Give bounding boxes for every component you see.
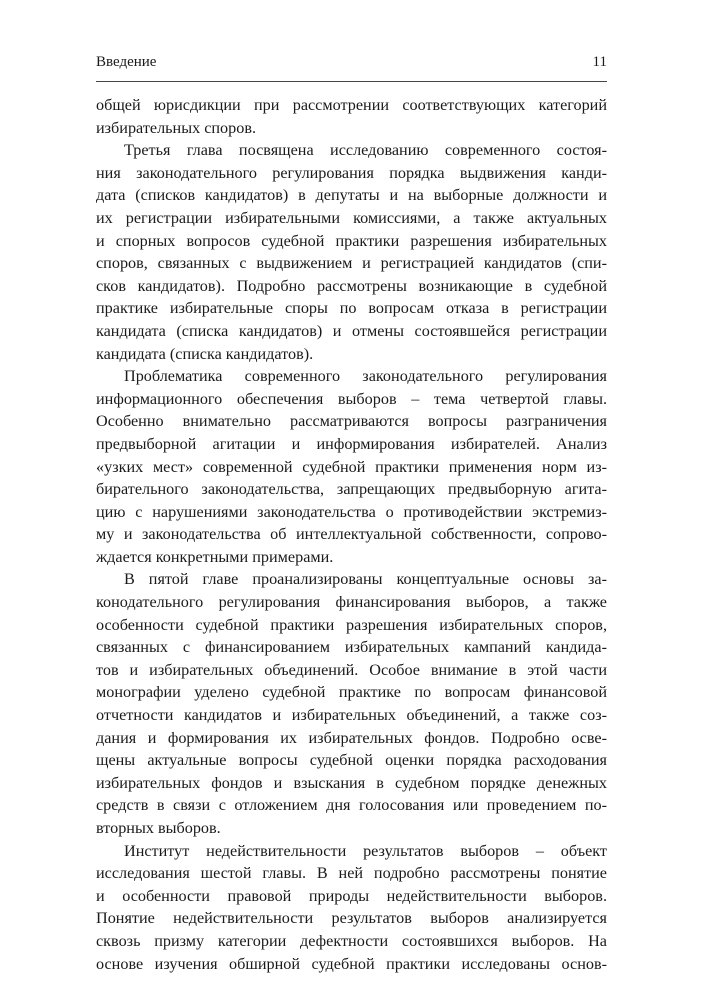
text-line: их регистрации избирательными комиссиями, а также актуальных — [96, 208, 607, 227]
paragraph-2 — [96, 139, 607, 365]
text-line: ния законодательного регулирования порядка выдвижения канди- — [96, 163, 607, 182]
text-line: Понятие недействительности результатов выборов анализируется — [96, 909, 607, 928]
text-line: основе изучения обширной судебной практики исследованы основ- — [96, 954, 607, 973]
text-line: конодательного регулирования финансирования выборов, а также — [96, 593, 607, 612]
text-line: избирательных фондов и взыскания в судебном порядке денежных — [96, 773, 607, 792]
text-line: кандидата (списка кандидатов) и отмены состоявшейся регистрации — [96, 321, 607, 340]
text-line: Третья глава посвящена исследованию современного состоя- — [124, 141, 607, 160]
text-line: исследования шестой главы. В ней подробно рассмотрены понятие — [96, 864, 607, 883]
running-header-title: Введение — [96, 54, 157, 70]
text-line: и особенности правовой природы недействительности выборов. — [96, 886, 607, 905]
text-line: средств в связи с отложением дня голосования или проведением по- — [96, 796, 607, 815]
text-line: связанных с финансированием избирательных кампаний кандида- — [96, 638, 607, 657]
text-line: и спорных вопросов судебной практики разрешения избирательных — [96, 231, 607, 250]
text-line: дата (списков кандидатов) в депутаты и на выборные должности и — [96, 186, 607, 205]
text-line: Проблематика современного законодательного регулирования — [124, 367, 607, 386]
text-line: Институт недействительности результатов выборов – объект — [124, 841, 607, 860]
text-line: кандидата (списка кандидатов). — [96, 344, 314, 363]
text-line: цию с нарушениями законодательства о противодействии экстремиз- — [96, 502, 607, 521]
text-line: тов и избирательных объединений. Особое внимание в этой части — [96, 660, 607, 679]
body-text — [96, 94, 607, 975]
text-line: сквозь призму категории дефектности состоявшихся выборов. На — [96, 931, 607, 950]
paragraph-5 — [96, 840, 607, 976]
text-line: особенности судебной практики разрешения избирательных споров, — [96, 615, 607, 634]
text-line: вторных выборов. — [96, 819, 221, 837]
text-line: дания и формирования их избирательных фондов. Подробно осве- — [96, 728, 607, 747]
text-line: отчетности кандидатов и избирательных объединений, а также соз- — [96, 706, 607, 725]
text-line: щены актуальные вопросы судебной оценки порядка расходования — [96, 751, 607, 770]
text-line: ждается конкретными примерами. — [96, 547, 334, 566]
text-line: информационного обеспечения выборов – тема четвертой главы. — [96, 389, 607, 408]
text-line: му и законодательства об интеллектуальной собственности, сопрово- — [96, 525, 607, 544]
text-line: практике избирательные споры по вопросам отказа в регистрации — [96, 299, 607, 318]
text-line: «узких мест» современной судебной практики применения норм из- — [96, 457, 607, 476]
text-line: споров, связанных с выдвижением и регистрацией кандидатов (спи- — [96, 254, 607, 273]
running-header — [96, 54, 607, 76]
text-line: монографии уделено судебной практике по вопросам финансовой — [96, 683, 607, 702]
text-line: бирательного законодательства, запрещающих предвыборную агита- — [96, 480, 607, 499]
text-line: общей юрисдикции при рассмотрении соответствующих категорий — [96, 96, 607, 114]
page-number: 11 — [592, 54, 607, 70]
text-line: избирательных споров. — [96, 118, 257, 137]
paragraph-4 — [96, 568, 607, 839]
header-rule — [96, 81, 607, 82]
text-line: Особенно внимательно рассматриваются вопросы разграничения — [96, 412, 607, 431]
text-line: сков кандидатов). Подробно рассмотрены возникающие в судебной — [96, 276, 607, 295]
text-line: предвыборной агитации и информирования избирателей. Анализ — [96, 434, 607, 453]
text-line: В пятой главе проанализированы концептуальные основы за- — [124, 570, 607, 589]
paragraph-3 — [96, 365, 607, 568]
paragraph-1 — [96, 94, 607, 139]
